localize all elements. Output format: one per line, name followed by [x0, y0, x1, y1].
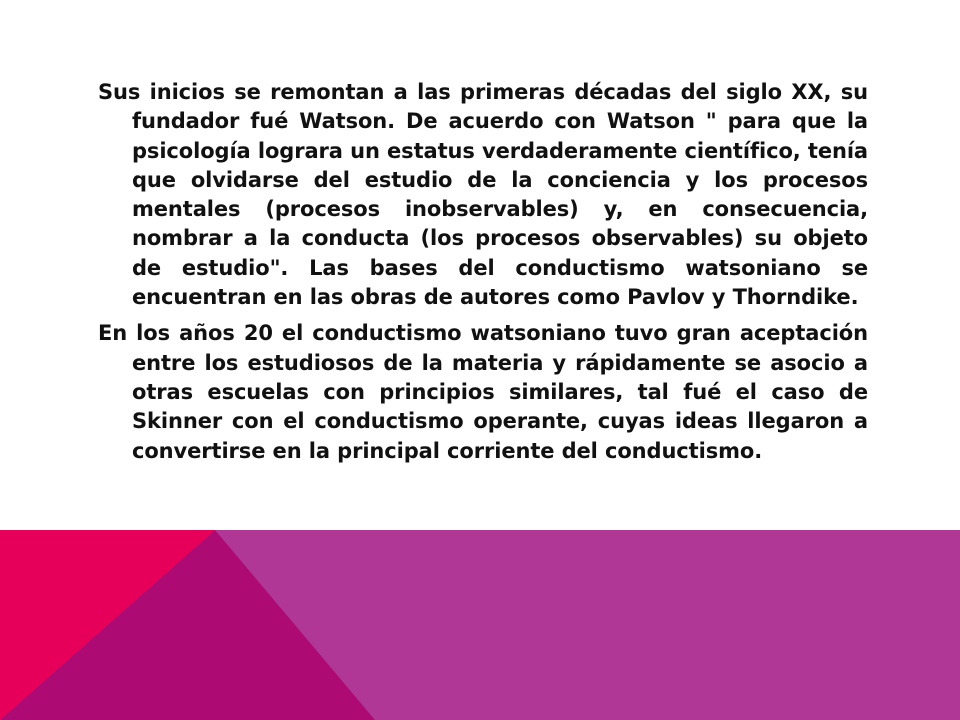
- purple-band: [0, 530, 960, 720]
- magenta-triangle: [0, 530, 375, 720]
- paragraph-behaviorism-origins: Sus inicios se remontan a las primeras décadas del siglo XX, su fundador fué Watson. De acuerdo con Watson " para que la psicología lograra un estatus verdaderamente científico, tenía que olvidarse del estudio de la conciencia y los procesos mentales (procesos inobservables) y, en consecuencia, nombrar a la conducta (los procesos observables) su objeto de estudio". Las bases del conductismo watsoniano se encuentran en las obras de autores como Pavlov y Thorndike.: [98, 80, 868, 310]
- body-text: [98, 78, 868, 473]
- pink-triangle: [0, 530, 215, 720]
- paragraph-behaviorism-acceptance: En los años 20 el conductismo watsoniano tuvo gran aceptación entre los estudiosos de la materia y rápidamente se asocio a otras escuelas con principios similares, tal fué el caso de Skinner con el conductismo operante, cuyas ideas llegaron a convertirse en la principal corriente del conductismo.: [98, 321, 868, 463]
